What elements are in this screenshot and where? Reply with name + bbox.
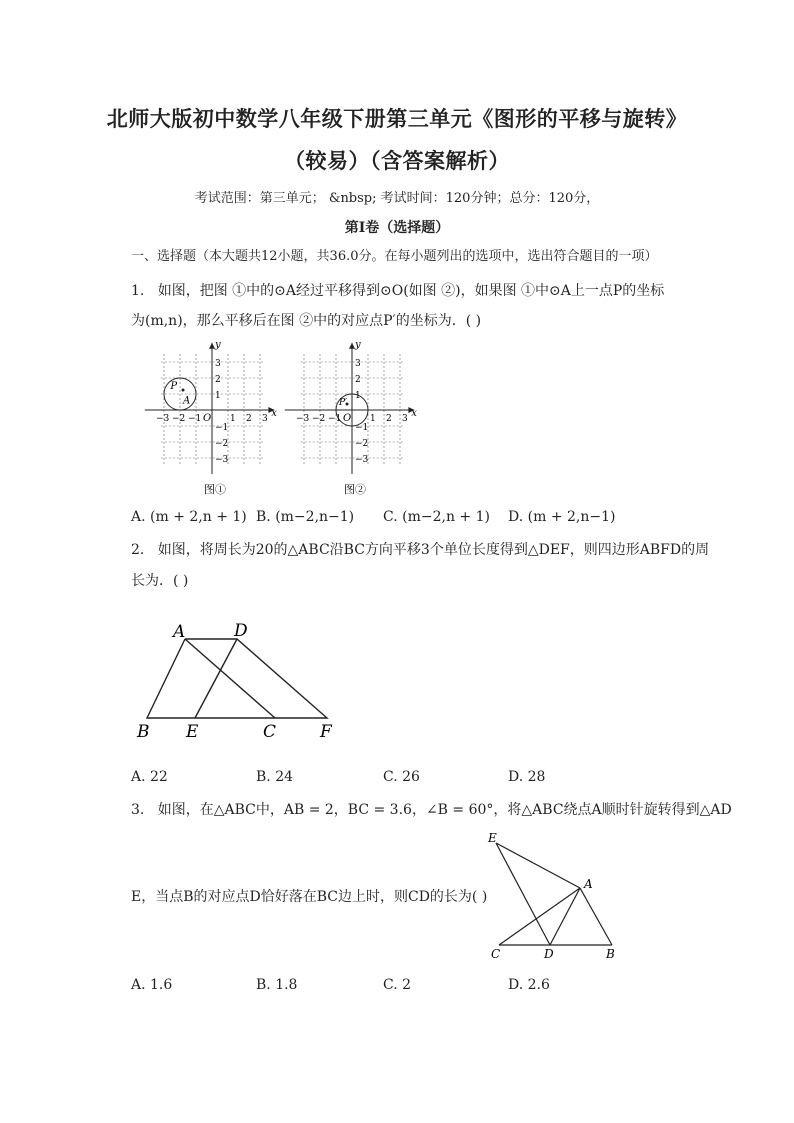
option-b[interactable]: B. (m−2,n−1) (256, 509, 355, 525)
figure-caption-2: 图② (344, 483, 366, 496)
question-2-stem (131, 540, 709, 560)
label-p-prime: P′ (339, 398, 348, 408)
question-1-stem-cont: 为(m,n)，那么平移后在图 ②中的对应点P′的坐标为．( ) (131, 313, 482, 329)
y-tick-label: 2 (215, 375, 221, 385)
label-f: F (320, 722, 332, 742)
question-3-figure (484, 828, 624, 966)
x-tick-label: −2 (172, 414, 186, 424)
y-tick-label: 2 (355, 375, 361, 385)
label-p: P (170, 381, 178, 393)
label-a: A (173, 622, 186, 642)
label-b: B (606, 947, 615, 961)
x-tick-label: −2 (312, 414, 326, 424)
document-subtitle: （较易）（含答案解析） (284, 148, 510, 173)
option-a[interactable]: A. 22 (131, 769, 168, 785)
question-1-stem (131, 281, 664, 301)
question-3-stem-cont: E，当点B的对应点D恰好落在BC边上时，则CD的长为( ) (131, 889, 488, 905)
x-axis-label: x (411, 408, 417, 419)
trapezoid-outline (147, 639, 327, 718)
label-c: C (263, 722, 277, 742)
y-axis-label: y (355, 339, 361, 351)
y-tick-label: −1 (215, 423, 229, 433)
y-tick-label: 3 (355, 359, 361, 369)
label-b: B (137, 722, 150, 742)
option-a[interactable]: A. (m + 2,n + 1) (131, 509, 247, 525)
label-a: A (183, 395, 191, 407)
coordinate-grid-1 (145, 340, 277, 474)
question-2-figure (131, 615, 351, 750)
y-tick-label: 1 (215, 391, 221, 401)
origin-label: O (343, 413, 352, 424)
option-a[interactable]: A. 1.6 (131, 977, 173, 993)
question-text: 如图，将周长为20的△ABC沿BC方向平移3个单位长度得到△DEF，则四边形ABFD的周 (157, 542, 710, 558)
option-c[interactable]: C. (m−2,n + 1) (383, 509, 490, 525)
y-tick-label: 1 (355, 391, 361, 401)
x-tick-label: 3 (262, 414, 268, 424)
question-2-stem-cont: 长为．( ) (131, 573, 189, 589)
label-d: D (234, 621, 248, 641)
coordinate-grid-2 (285, 340, 417, 474)
volume-heading: 第Ⅰ卷（选择题） (344, 220, 450, 236)
x-tick-label: 1 (230, 414, 236, 424)
y-tick-label: −2 (215, 439, 229, 449)
label-e: E (488, 831, 497, 845)
question-number: 1. (131, 283, 145, 299)
x-tick-label: −3 (156, 414, 170, 424)
x-tick-label: 2 (386, 414, 392, 424)
question-text: 如图，把图 ①中的⊙A经过平移得到⊙O(如图 ②)，如果图 ①中⊙A上一点P的坐标 (157, 283, 665, 299)
point-p (182, 389, 185, 392)
segment-ed (496, 843, 550, 945)
origin-label: O (203, 413, 212, 424)
question-1-figure (138, 338, 438, 503)
question-number: 2. (131, 542, 145, 558)
option-d[interactable]: D. (m + 2,n−1) (508, 509, 616, 525)
y-axis-label: y (215, 339, 221, 351)
label-a: A (584, 877, 593, 891)
label-e: E (186, 722, 199, 742)
option-b[interactable]: B. 24 (256, 769, 294, 785)
y-tick-label: −2 (355, 439, 369, 449)
exam-info: 考试范围：第三单元； &nbsp; 考试时间：120分钟；总分：120分， (194, 191, 600, 206)
y-tick-label: 3 (215, 359, 221, 369)
x-tick-label: −1 (188, 414, 202, 424)
question-text: 如图，在△ABC中，AB = 2，BC = 3.6，∠B = 60°，将△ABC绕点A顺时针旋转得到△AD (157, 802, 732, 818)
x-tick-label: 1 (370, 414, 376, 424)
x-tick-label: 2 (246, 414, 252, 424)
x-tick-label: −1 (328, 414, 342, 424)
option-d[interactable]: D. 28 (508, 769, 546, 785)
option-b[interactable]: B. 1.8 (256, 977, 298, 993)
label-d: D (544, 947, 554, 961)
question-number: 3. (131, 802, 145, 818)
option-c[interactable]: C. 26 (383, 769, 420, 785)
segment-ca (499, 888, 580, 945)
x-tick-label: −3 (296, 414, 310, 424)
segment-ad (550, 888, 580, 945)
question-3-stem (131, 800, 732, 820)
y-tick-label: −3 (215, 455, 229, 465)
option-c[interactable]: C. 2 (383, 977, 412, 993)
option-d[interactable]: D. 2.6 (508, 977, 550, 993)
segment-ea (496, 843, 580, 888)
label-c: C (491, 947, 501, 961)
section-heading: 一、选择题（本大题共12小题，共36.0分。在每小题列出的选项中，选出符合题目的一项） (131, 249, 658, 264)
y-tick-label: −3 (355, 455, 369, 465)
x-tick-label: 3 (402, 414, 408, 424)
segment-ab (580, 888, 612, 945)
x-axis-label: x (271, 408, 277, 419)
document-title: 北师大版初中数学八年级下册第三单元《图形的平移与旋转》 (106, 106, 688, 131)
figure-caption-1: 图① (204, 483, 226, 496)
y-tick-label: −1 (355, 423, 369, 433)
